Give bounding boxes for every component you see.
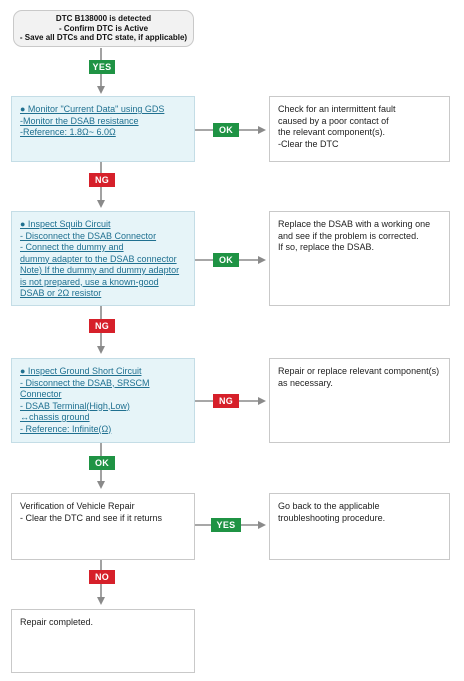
result-4-line: Go back to the applicable <box>278 501 380 511</box>
step-2-line[interactable]: - Connect the dummy and <box>20 242 124 252</box>
final-box <box>11 609 195 673</box>
result-3-line: Repair or replace relevant component(s) <box>278 366 440 376</box>
step-3-line[interactable]: Connector <box>20 389 62 399</box>
result-1-box <box>269 96 450 162</box>
result-1-line: caused by a poor contact of <box>278 115 389 126</box>
step-3-ng-badge: NG <box>213 394 239 408</box>
result-3-box <box>269 358 450 443</box>
step-2-ng-badge: NG <box>89 319 115 333</box>
step-3-box <box>11 358 195 443</box>
step-4-line: - Clear the DTC and see if it returns <box>20 512 163 523</box>
start-line: - Confirm DTC is Active <box>58 23 149 33</box>
step-4-no-badge: NO <box>89 570 115 584</box>
start-node <box>13 10 194 47</box>
start-line: DTC B138000 is detected <box>55 14 152 23</box>
step-2-line[interactable]: - Disconnect the DSAB Connector <box>20 230 157 241</box>
step-3-line[interactable]: - Disconnect the DSAB, SRSCM <box>20 377 150 388</box>
step-1-line[interactable]: -Reference: 1.8Ω~ 6.0Ω <box>20 127 116 137</box>
result-2-line: and see if the problem is corrected. <box>278 230 419 241</box>
step-2-ok-badge: OK <box>213 253 239 267</box>
result-1-line: -Clear the DTC <box>278 138 339 149</box>
step-3-line[interactable]: - DSAB Terminal(High,Low) <box>20 400 130 411</box>
step-1-ng-badge: NG <box>89 173 115 187</box>
start-yes-badge: YES <box>89 60 115 74</box>
result-3-line: as necessary. <box>278 377 333 388</box>
result-1-line: the relevant component(s). <box>278 127 386 137</box>
result-4-box <box>269 493 450 560</box>
step-2-line[interactable]: ● Inspect Squib Circuit <box>20 219 111 229</box>
step-3-line[interactable]: - Reference: Infinite(Ω) <box>20 423 112 434</box>
step-2-box <box>11 211 195 306</box>
step-4-box <box>11 493 195 560</box>
step-4-line: Verification of Vehicle Repair <box>20 501 135 511</box>
step-1-line[interactable]: -Monitor the DSAB resistance <box>20 115 139 126</box>
step-2-line[interactable]: dummy adapter to the DSAB connector <box>20 253 177 264</box>
step-2-line[interactable]: is not prepared, use a known-good <box>20 276 159 287</box>
step-3-ok-badge: OK <box>89 456 115 470</box>
start-line: - Save all DTCs and DTC state, if applicable) <box>19 33 188 42</box>
step-2-line[interactable]: Note) If the dummy and dummy adaptor <box>20 265 180 275</box>
result-1-line: Check for an intermittent fault <box>278 104 396 114</box>
step-4-yes-badge: YES <box>211 518 241 532</box>
final-line: Repair completed. <box>20 617 94 627</box>
step-3-line[interactable]: ● Inspect Ground Short Circuit <box>20 366 142 376</box>
step-1-box <box>11 96 195 162</box>
step-1-ok-badge: OK <box>213 123 239 137</box>
result-4-line: troubleshooting procedure. <box>278 512 386 523</box>
result-2-box <box>269 211 450 306</box>
step-3-line[interactable]: ↔chassis ground <box>20 412 90 422</box>
result-2-line: Replace the DSAB with a working one <box>278 219 431 229</box>
step-2-line[interactable]: DSAB or 2Ω resistor <box>20 288 102 298</box>
step-1-line[interactable]: ● Monitor "Current Data" using GDS <box>20 104 165 114</box>
result-2-line: If so, replace the DSAB. <box>278 242 375 252</box>
